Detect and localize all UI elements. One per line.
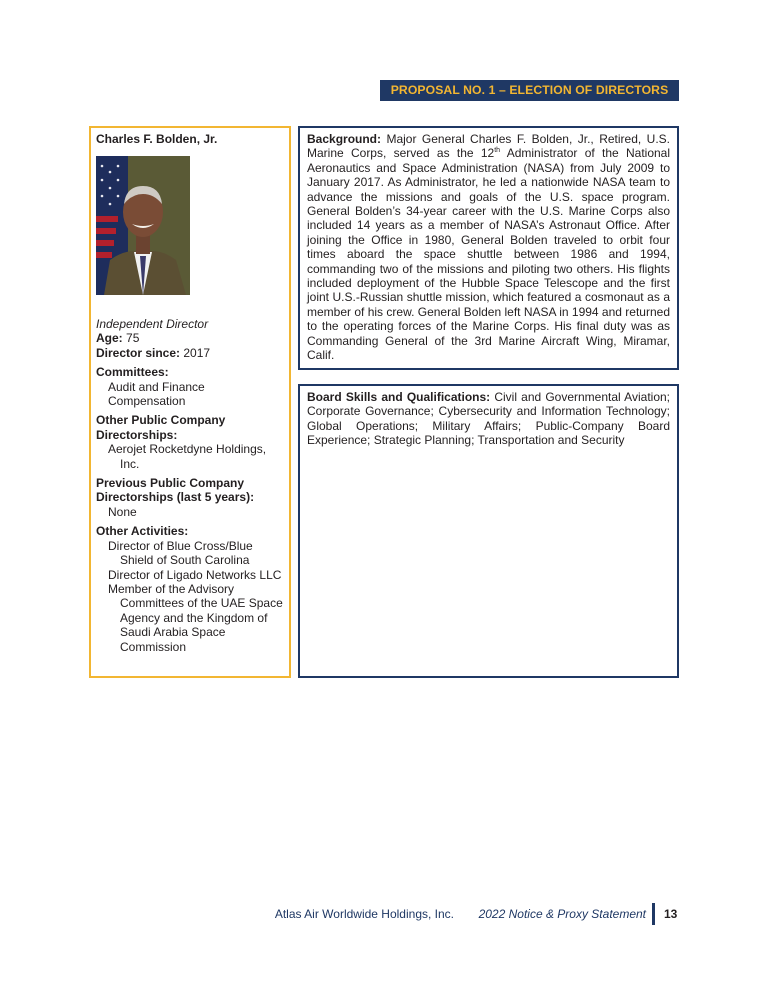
previous-public-section xyxy=(96,476,284,519)
background-superscript: th xyxy=(494,147,501,155)
skills-text: Civil and Governmental Aviation; Corporate Governance; Cybersecurity and Information Technology; Global Operations; Military Affairs; Public-Company Board Experience; Strategic Planning; Transportation and Security xyxy=(307,390,670,448)
committees-label: Committees: xyxy=(96,365,169,380)
age-line xyxy=(96,331,284,345)
section-header: PROPOSAL NO. 1 – ELECTION OF DIRECTORS xyxy=(380,80,679,101)
footer-divider xyxy=(652,903,655,925)
director-role: Independent Director xyxy=(96,317,209,331)
age-value: 75 xyxy=(126,331,140,346)
footer-document: 2022 Notice & Proxy Statement xyxy=(478,907,646,921)
committee-item: Audit and Finance xyxy=(108,379,205,394)
page-footer xyxy=(0,903,680,925)
previous-public-item: None xyxy=(108,504,137,519)
other-public-section xyxy=(96,413,284,471)
other-public-label: Other Public Company Directorships: xyxy=(96,413,226,442)
age-label: Age: xyxy=(96,331,123,346)
previous-public-label: Previous Public Company Directorships (last 5 years): xyxy=(96,476,255,505)
other-activities-label: Other Activities: xyxy=(96,524,189,539)
page-number: 13 xyxy=(664,907,678,921)
background-box xyxy=(298,126,679,370)
director-photo xyxy=(96,156,190,295)
activity-item: Director of Blue Cross/Blue Shield of South Carolina xyxy=(108,538,253,568)
other-public-item: Aerojet Rocketdyne Holdings, Inc. xyxy=(108,442,267,471)
activity-item: Director of Ligado Networks LLC xyxy=(108,567,282,582)
background-label: Background: xyxy=(307,132,382,146)
since-line xyxy=(96,346,284,360)
committee-item: Compensation xyxy=(108,394,186,409)
since-value: 2017 xyxy=(183,345,211,360)
skills-box xyxy=(298,384,679,678)
director-profile-box xyxy=(89,126,291,678)
committees-section xyxy=(96,365,284,408)
director-name: Charles F. Bolden, Jr. xyxy=(96,132,218,146)
skills-label: Board Skills and Qualifications: xyxy=(307,390,491,404)
background-text-1: Major General Charles F. Bolden, Jr., Retired, U.S. Marine Corps, served as the 12 xyxy=(307,132,670,161)
footer-company: Atlas Air Worldwide Holdings, Inc. xyxy=(274,907,454,921)
since-label: Director since: xyxy=(96,345,181,360)
background-text-2: Administrator of the National Aeronautics and Space Administration (NASA) from July 2009 to January 2017. As Administrator, he led a nationwide NASA team to advance the missions and goals of the U.S. space program. General Bolden’s 34-year career with the U.S. Marine Corps also included 14 years as a member of NASA’s Astronaut Office. After joining the Office in 1980, General Bolden traveled to orbit four times aboard the space shuttle between 1986 and 1994, commanding two of the missions and piloting two others. His flights included deployment of the Hubble Space Telescope and the first joint U.S.-Russian shuttle mission, which featured a cosmonaut as a member of his crew. General Bolden left NASA in 1994 and returned to the operating forces of the Marine Corps. His final duty was as Commanding General of the 3rd Marine Aircraft Wing, Miramar, Calif. xyxy=(307,146,671,363)
activity-item: Member of the Advisory Committees of the UAE Space Agency and the Kingdom of Saudi Arabia Space Commission xyxy=(108,581,283,654)
other-activities-section xyxy=(96,524,284,654)
